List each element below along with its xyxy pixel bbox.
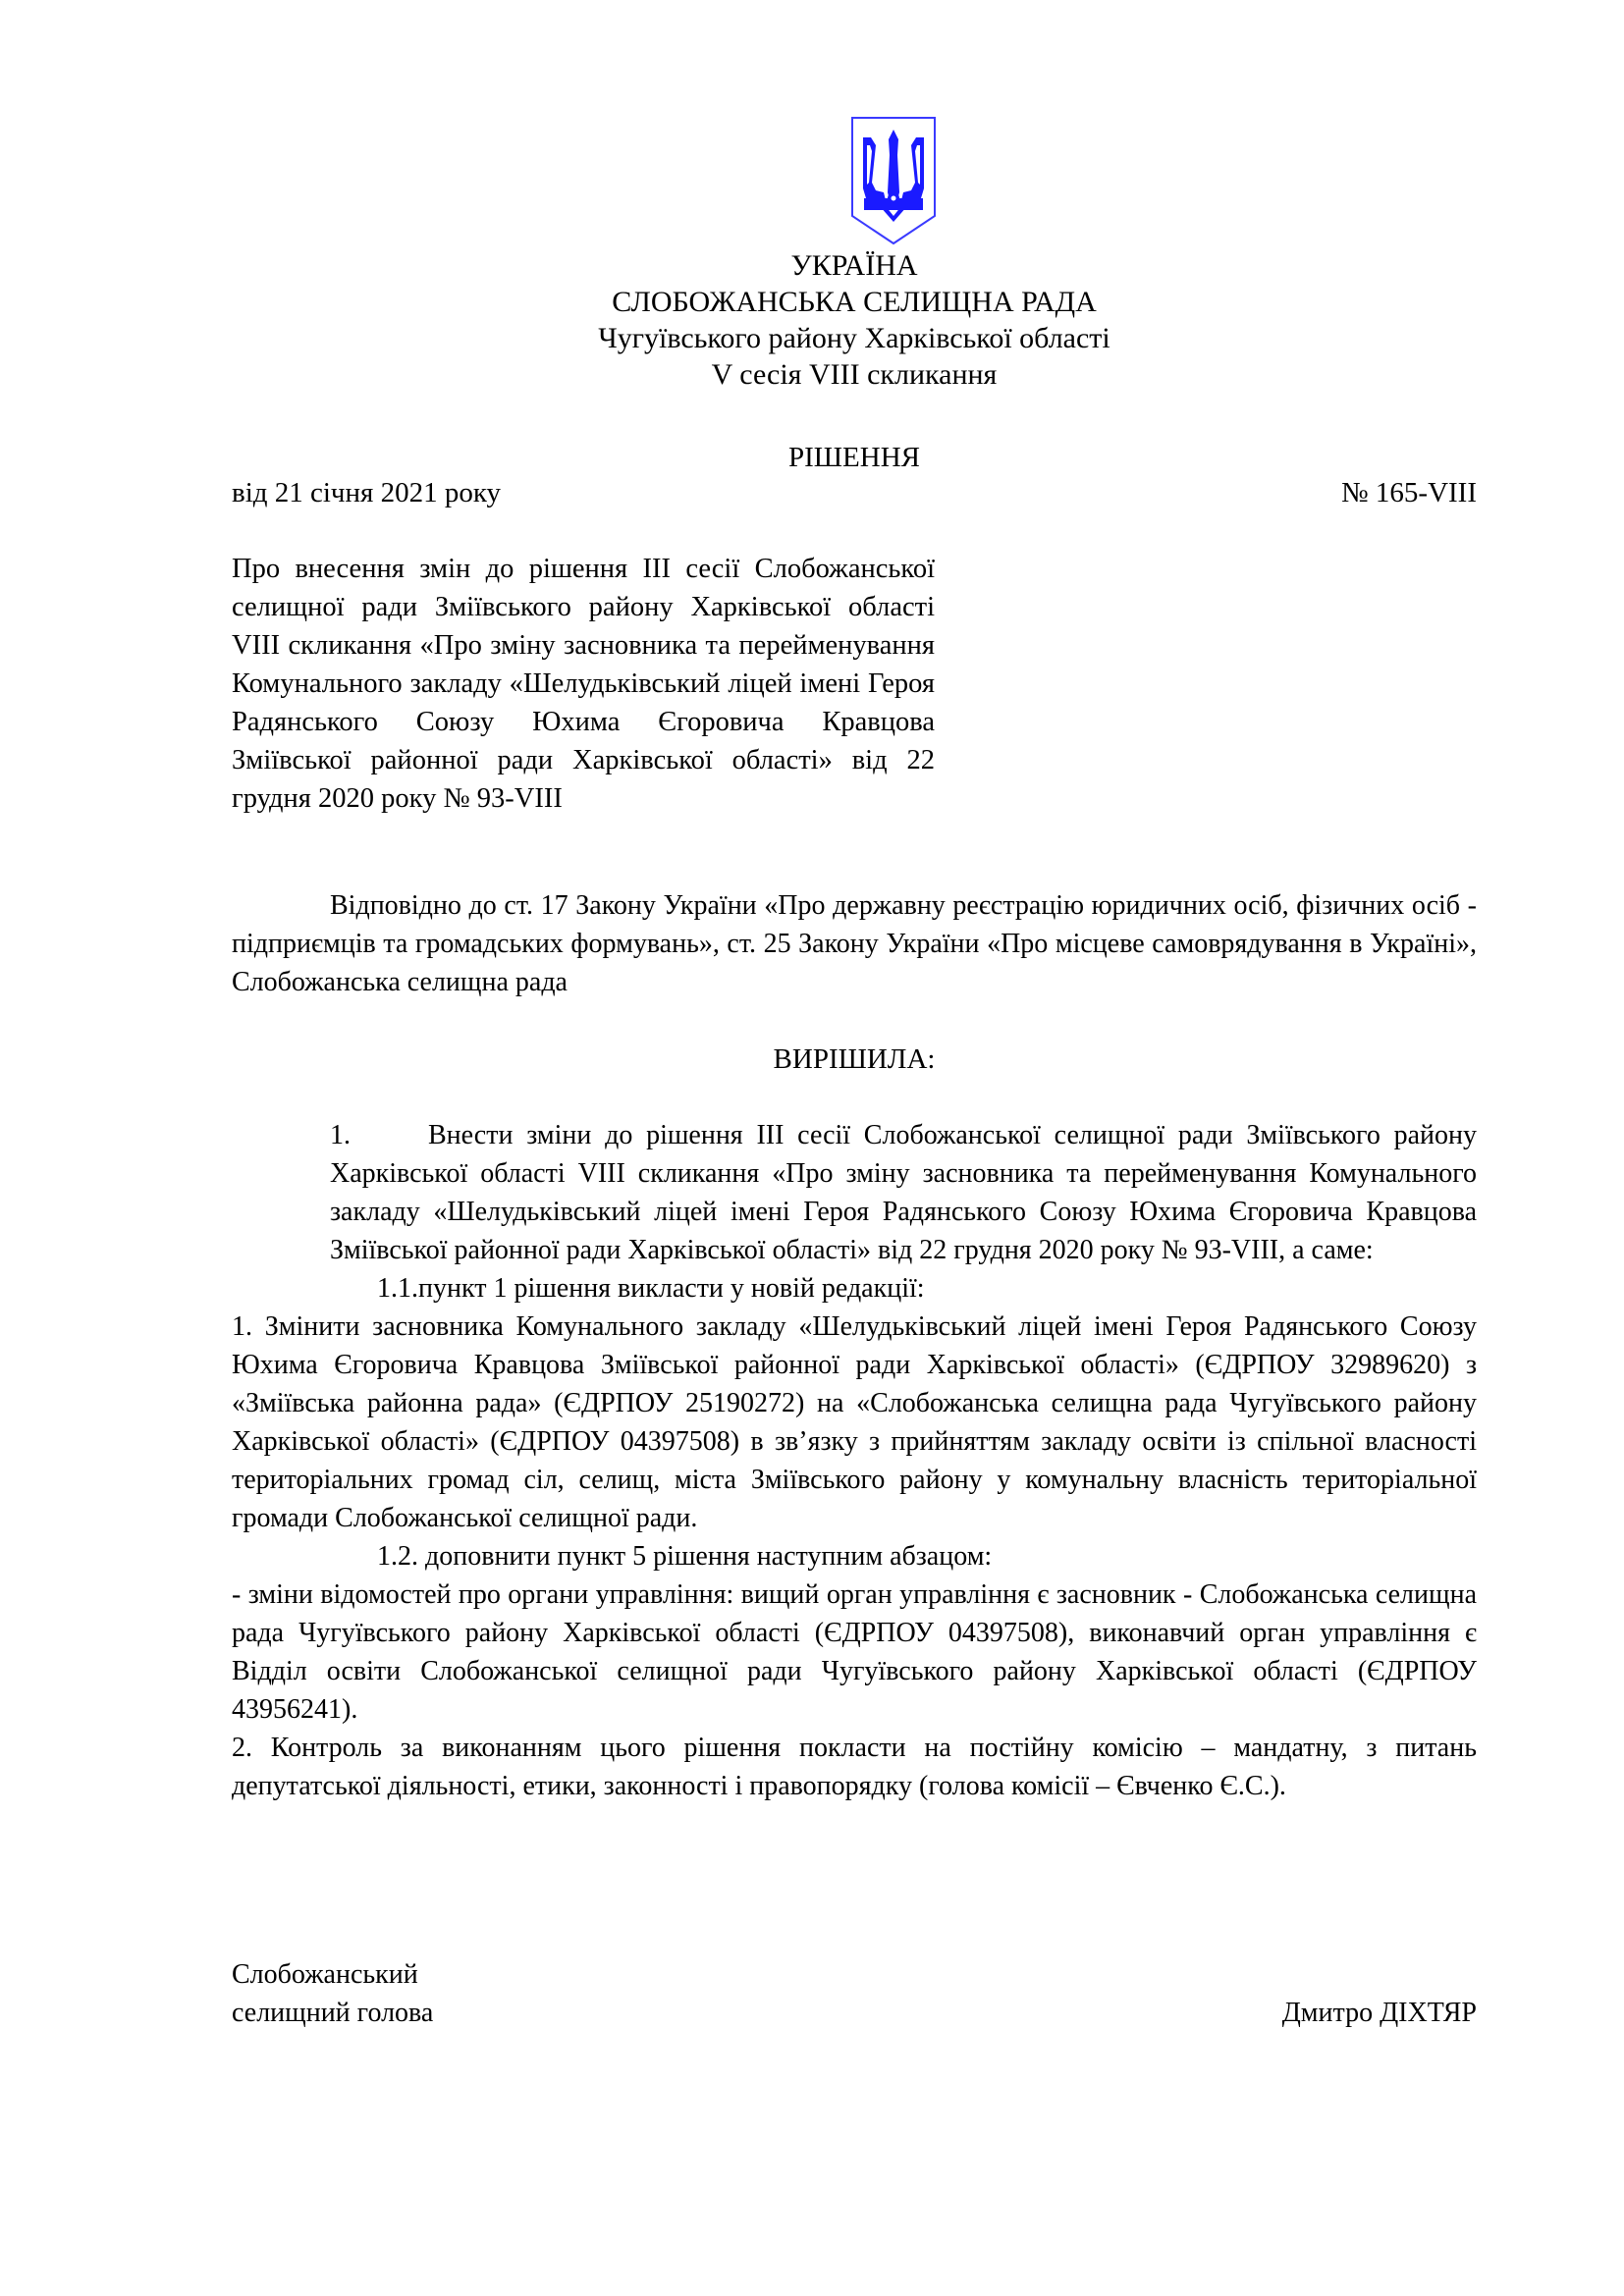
- document-subject: Про внесення змін до рішення III сесії Слобожанської селищної ради Зміївського району Харківської області VIII скликання «Про зміну засновника та перейменування Комунального закладу «Шелудьківський ліцей імені Героя Радянського Союзу Юхима Єгоровича Кравцова Зміївської районної ради Харківської області» від 22 грудня 2020 року № 93-VIII: [232, 554, 935, 814]
- item-1-2-heading: 1.2. доповнити пункт 5 рішення наступним абзацом:: [377, 1541, 993, 1572]
- item-1-2-text: - зміни відомостей про органи управління: вищий орган управління є засновник - Слобожанська селищна рада Чугуївського району Харківської області (ЄДРПОУ 04397508), виконавчий орган управління є Відділ освіти Слобожанської селищної ради Чугуївського району Харківської області (ЄДРПОУ 43956241).: [232, 1579, 1477, 1725]
- signatory-name: Дмитро ДІХТЯР: [1281, 1998, 1477, 2028]
- document-title: РІШЕННЯ: [788, 442, 920, 473]
- item-2-text: 2. Контроль за виконанням цього рішення покласти на постійну комісію – мандатну, з питань депутатської діяльності, етики, законності і правопорядку (голова комісії – Євченко Є.С.).: [232, 1733, 1477, 1801]
- preamble: [232, 886, 1477, 1001]
- session-info: V сесія VIII скликання: [711, 358, 998, 391]
- council-name: СЛОБОЖАНСЬКА СЕЛИЩНА РАДА: [612, 286, 1097, 318]
- signatory-position-line2: селищний голова: [232, 1998, 434, 2028]
- item-1-1-text: 1. Змінити засновника Комунального закладу «Шелудьківський ліцей імені Героя Радянського Союзу Юхима Єгоровича Кравцова Зміївської районної ради Харківської області» (ЄДРПОУ 32989620) з «Зміївська районна рада» (ЄДРПОУ 25190272) на «Слобожанська селищна рада Чугуївського району Харківської області» (ЄДРПОУ 04397508) в зв’язку з прийняттям закладу освіти із спільної власності територіальних громад сіл, селищ, міста Зміївського району у комунальну власність територіальної громади Слобожанської селищної ради.: [232, 1311, 1477, 1533]
- decided-heading: ВИРІШИЛА:: [773, 1043, 936, 1075]
- item-1-number: 1.: [330, 1120, 351, 1150]
- date-number-row: [232, 474, 1477, 512]
- preamble-text: Відповідно до ст. 17 Закону України «Про державну реєстрацію юридичних осіб, фізичних осіб - підприємців та громадських формувань», ст. 25 Закону України «Про місцеве самоврядування в Україні», Слобожанська селищна рада: [232, 890, 1477, 997]
- country-name: УКРАЇНА: [790, 249, 918, 282]
- document-number: № 165-VIII: [1341, 477, 1477, 508]
- item-1-1-heading: 1.1.пункт 1 рішення викласти у новій редакції:: [377, 1273, 925, 1304]
- item-1-text: Внести зміни до рішення III сесії Слобожанської селищної ради Зміївського району Харківської області VIII скликання «Про зміну засновника та перейменування Комунального закладу «Шелудьківський ліцей імені Героя Радянського Союзу Юхима Єгоровича Кравцова Зміївської районної ради Харківської області» від 22 грудня 2020 року № 93-VIII, а саме:: [330, 1120, 1477, 1265]
- coat-of-arms-icon: [850, 116, 937, 245]
- council-region: Чугуївського району Харківської області: [598, 322, 1110, 354]
- document-header: [232, 247, 1477, 393]
- item-1: [232, 1116, 1477, 1269]
- document-date: від 21 січня 2021 року: [232, 477, 502, 508]
- decision-body: [232, 1116, 1477, 1805]
- signature-block: [232, 1955, 1477, 2032]
- signatory-position-line1: Слобожанський: [232, 1959, 418, 1990]
